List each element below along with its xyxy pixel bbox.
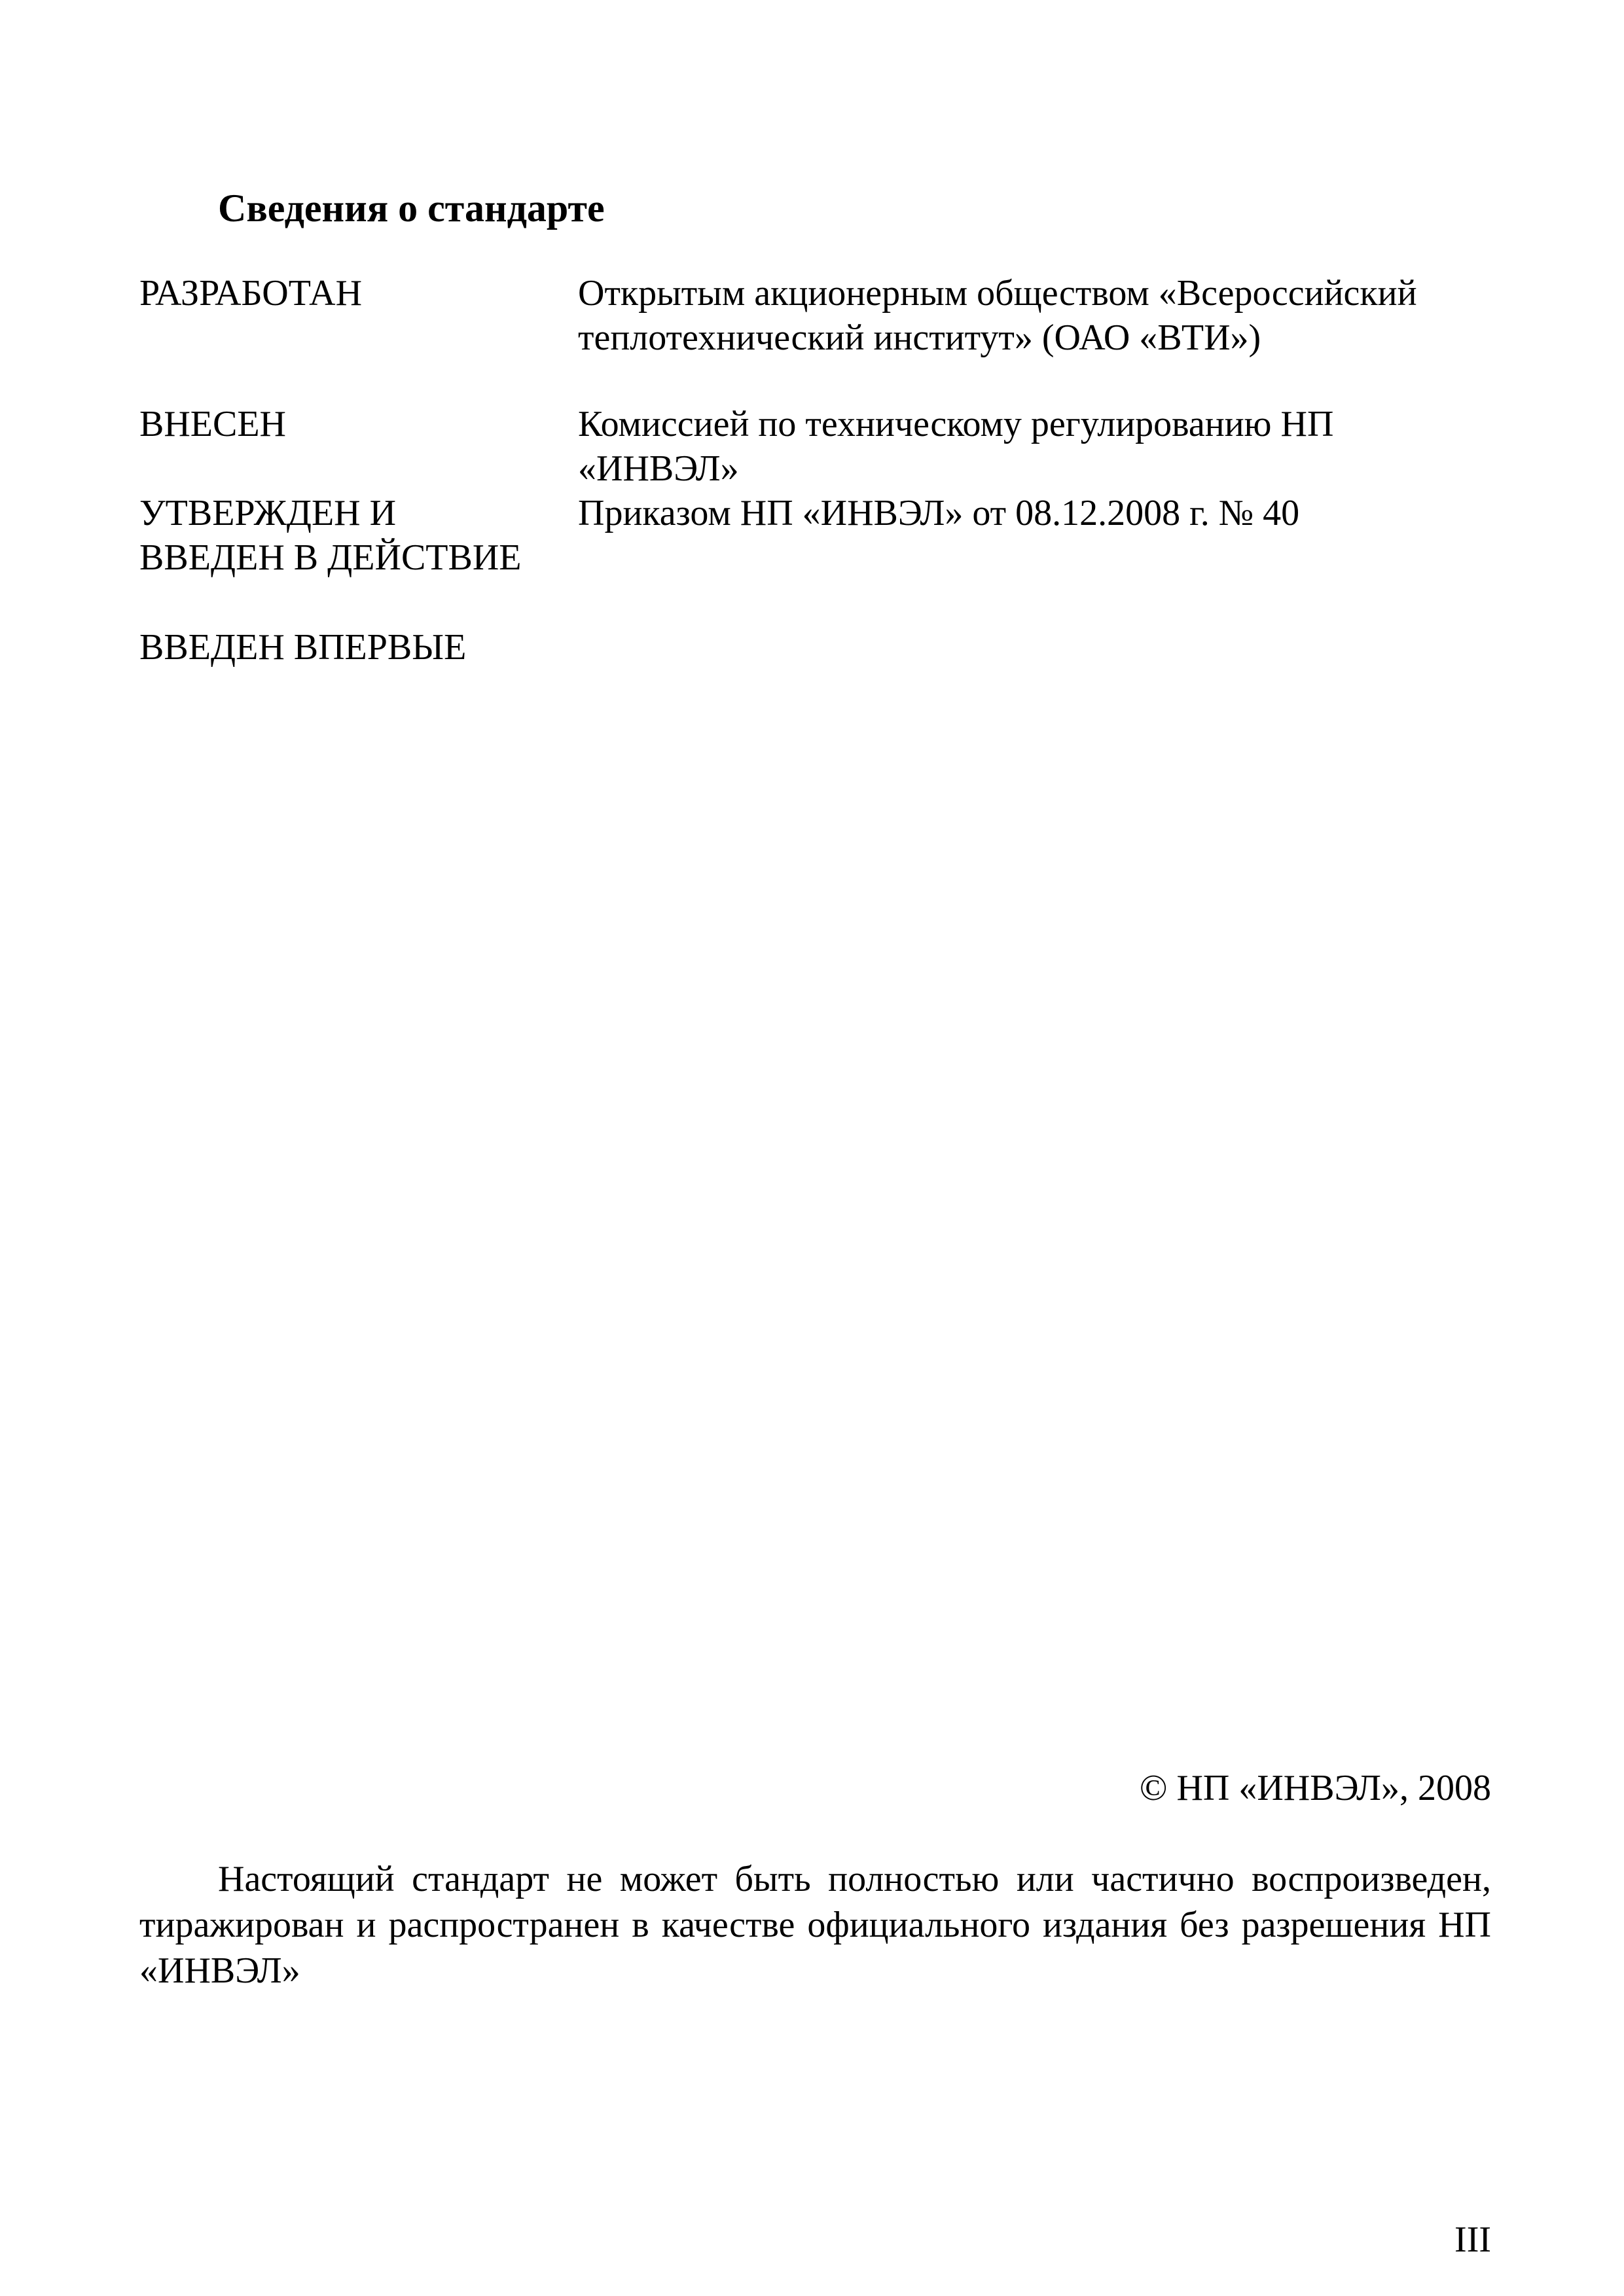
info-label-developed: РАЗРАБОТАН [139, 273, 363, 314]
info-label-submitted: ВНЕСЕН [139, 404, 286, 444]
info-value-approved: Приказом НП «ИНВЭЛ» от 08.12.2008 г. № 40 [578, 493, 1300, 533]
page-number: III [1454, 2219, 1491, 2260]
page-title: Сведения о стандарте [218, 187, 605, 230]
copyright-line: © НП «ИНВЭЛ», 2008 [1139, 1768, 1491, 1808]
info-label-approved: УТВЕРЖДЕН И ВВЕДЕН В ДЕЙСТВИЕ [139, 493, 522, 578]
reproduction-notice: Настоящий стандарт не может быть полностью или частично воспроизведен, тиражирован и распространен в качестве официального издания без разрешения НП «ИНВЭЛ» [139, 1859, 1491, 1991]
info-value-submitted: Комиссией по техническому регулированию НП «ИНВЭЛ» [578, 404, 1334, 489]
info-value-developed: Открытым акционерным обществом «Всероссийский теплотехнический институт» (ОАО «ВТИ») [578, 273, 1417, 358]
info-label-introduced: ВВЕДЕН ВПЕРВЫЕ [139, 627, 467, 668]
